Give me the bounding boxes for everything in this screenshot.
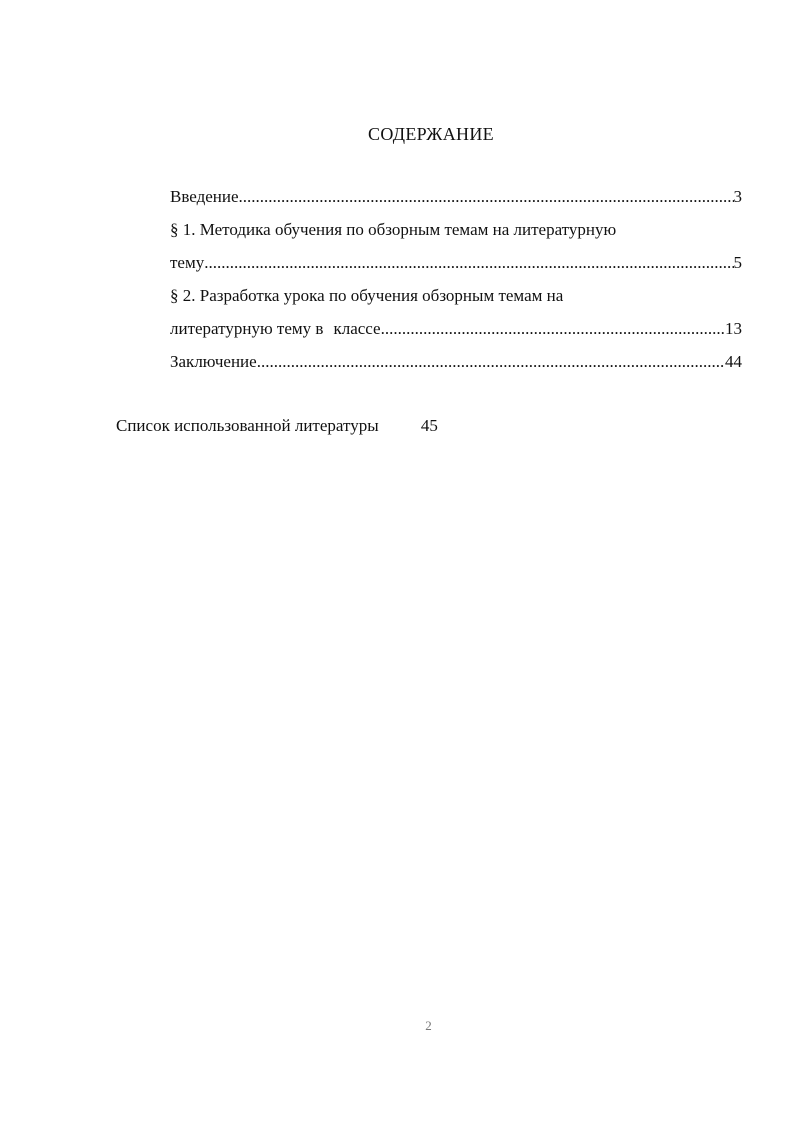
toc-entry-section-2-line-1[interactable] xyxy=(170,286,742,319)
toc-entry-section-1-line-1[interactable] xyxy=(170,220,742,253)
toc-entry-page: 45 xyxy=(420,416,438,435)
toc-entry-label: Список использованной литературы xyxy=(116,416,379,435)
toc-entry-section-2-line-2[interactable] xyxy=(170,319,742,352)
toc-entry-label-part-2: классе xyxy=(333,319,381,338)
toc-entry-label: тему xyxy=(170,253,205,272)
page-number: 2 xyxy=(425,1018,432,1033)
toc-entry-label: Введение xyxy=(170,187,239,206)
dot-leader xyxy=(239,187,734,207)
toc-entry-page: 44 xyxy=(725,352,742,371)
toc-entry-label: § 1. Методика обучения по обзорным темам на литературную xyxy=(170,220,617,239)
toc-entry-label: Заключение xyxy=(170,352,257,371)
table-of-contents xyxy=(170,187,742,385)
toc-entry-page: 3 xyxy=(733,187,742,206)
toc-entry-section-1-line-2[interactable] xyxy=(170,253,742,286)
page-title: СОДЕРЖАНИЕ xyxy=(368,124,494,144)
dot-leader xyxy=(381,319,725,339)
dot-leader xyxy=(204,253,733,273)
toc-entry-label: § 2. Разработка урока по обучения обзорным темам на xyxy=(170,286,564,305)
toc-entry-introduction[interactable] xyxy=(170,187,742,220)
toc-entry-page: 5 xyxy=(733,253,742,272)
toc-entry-conclusion[interactable] xyxy=(170,352,742,385)
dot-leader xyxy=(257,352,725,372)
toc-entry-bibliography[interactable] xyxy=(116,416,438,436)
toc-entry-label-part-1: литературную тему в xyxy=(170,319,324,338)
toc-entry-page: 13 xyxy=(725,319,742,338)
